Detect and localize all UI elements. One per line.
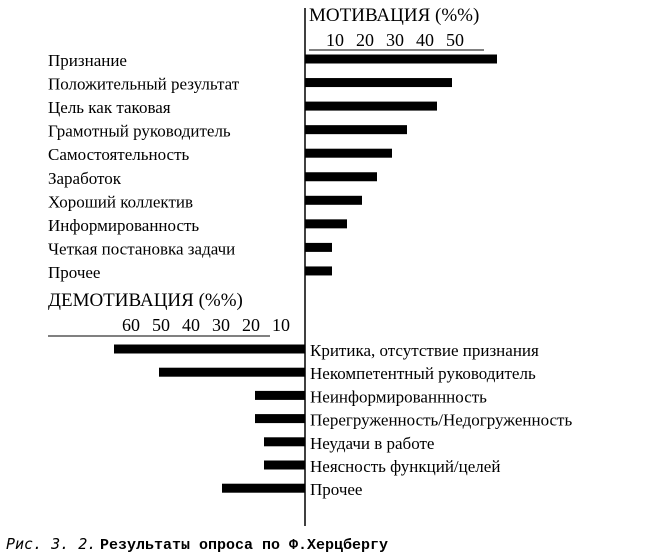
motivation-tick-40: 40 [416, 30, 434, 50]
demotivation-tick-40: 40 [182, 315, 200, 335]
motivation-label: Положительный результат [48, 74, 240, 94]
figure-caption: Результаты опроса по Ф.Херцбергу [100, 537, 389, 552]
motivation-label: Информированность [48, 215, 200, 235]
motivation-bar [305, 266, 332, 275]
motivation-bar [305, 172, 377, 181]
motivation-tick-30: 30 [386, 30, 404, 50]
demotivation-bar [255, 414, 305, 423]
motivation-label: Заработок [48, 168, 121, 188]
demotivation-tick-labels [48, 315, 290, 336]
motivation-tick-50: 50 [446, 30, 464, 50]
motivation-bar [305, 102, 437, 111]
motivation-label: Цель как таковая [48, 98, 171, 118]
demotivation-bar [264, 437, 305, 446]
motivation-bar [305, 149, 392, 158]
demotivation-category-labels [310, 341, 572, 499]
demotivation-label: Критика, отсутствие признания [310, 341, 539, 360]
demotivation-bars [114, 345, 305, 493]
demotivation-tick-20: 20 [242, 315, 260, 335]
demotivation-bar [255, 391, 305, 400]
motivation-bar [305, 243, 332, 252]
motivation-label: Грамотный руководитель [48, 121, 231, 141]
demotivation-label: Прочее [310, 480, 363, 500]
motivation-label: Хороший коллектив [48, 192, 194, 212]
demotivation-header: ДЕМОТИВАЦИЯ (%%) [48, 290, 243, 311]
demotivation-label: Неудачи в работе [310, 433, 435, 453]
motivation-header: МОТИВАЦИЯ (%%) [309, 5, 480, 26]
motivation-tick-10: 10 [326, 30, 344, 50]
demotivation-label: Неинформированнность [310, 387, 487, 407]
figure-number: Рис. 3. 2. [6, 535, 97, 552]
motivation-label: Самостоятельность [48, 145, 190, 165]
motivation-bar [305, 55, 497, 64]
motivation-bar [305, 219, 347, 228]
demotivation-label: Некомпетентный руководитель [310, 364, 536, 384]
motivation-label: Прочее [48, 262, 101, 282]
motivation-category-labels [48, 51, 240, 282]
motivation-bar [305, 125, 407, 134]
demotivation-label: Неясность функций/целей [310, 457, 501, 476]
demotivation-bar [114, 345, 305, 354]
demotivation-label: Перегруженность/Недогруженность [310, 410, 573, 430]
motivation-bar [305, 78, 452, 87]
demotivation-tick-60: 60 [122, 315, 140, 335]
demotivation-bar [264, 461, 305, 470]
demotivation-tick-50: 50 [152, 315, 170, 335]
demotivation-bar [222, 484, 305, 493]
demotivation-bar [159, 368, 305, 377]
demotivation-tick-10: 10 [272, 315, 290, 335]
motivation-tick-20: 20 [356, 30, 374, 50]
motivation-label: Признание [48, 51, 127, 70]
demotivation-tick-30: 30 [212, 315, 230, 335]
motivation-bar [305, 196, 362, 205]
motivation-label: Четкая постановка задачи [48, 239, 236, 259]
motivation-bars [305, 55, 497, 276]
motivation-tick-labels [309, 30, 484, 50]
